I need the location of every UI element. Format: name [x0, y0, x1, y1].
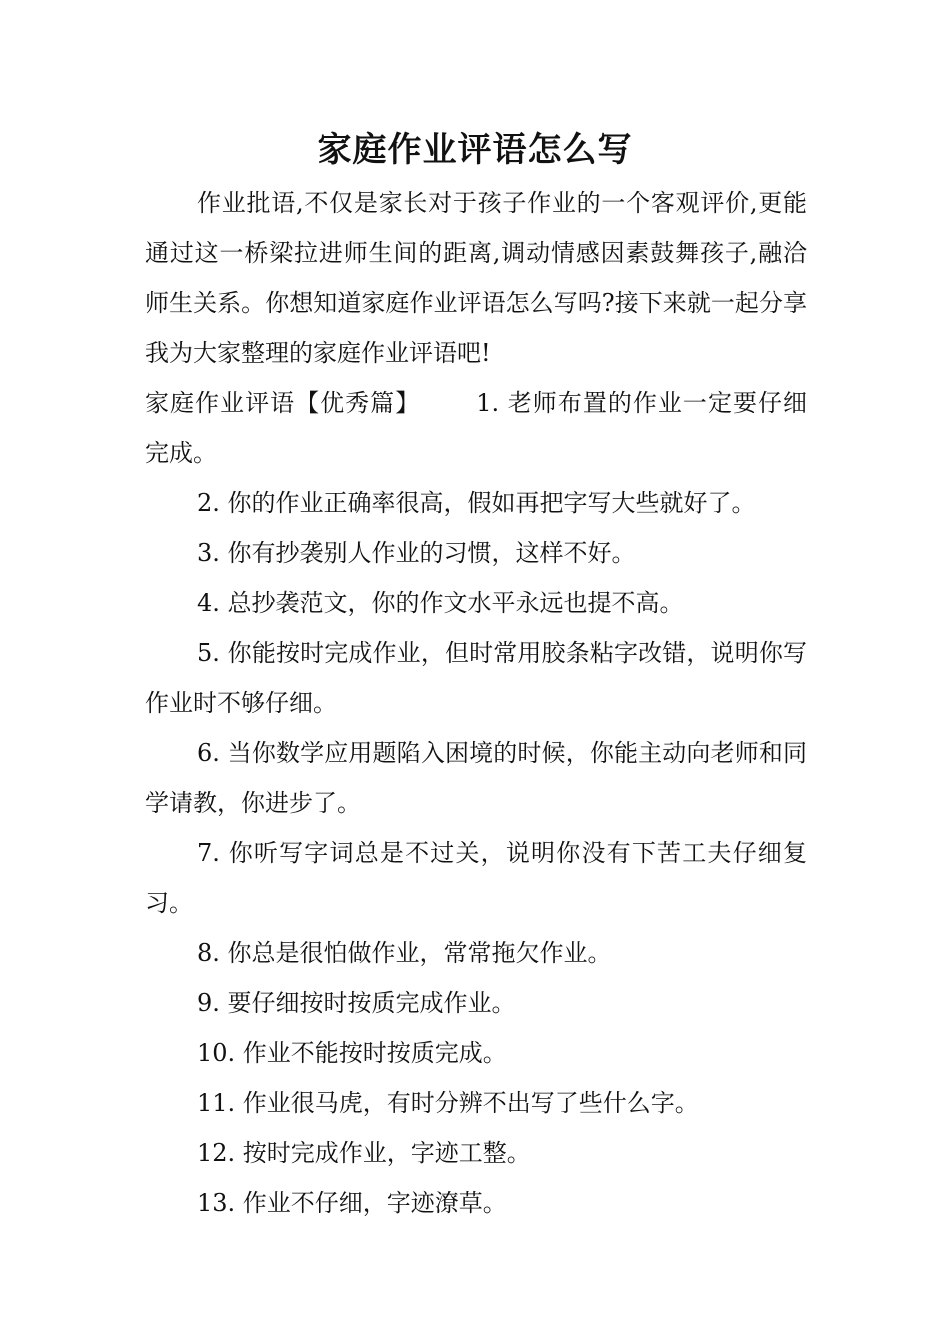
list-item: 6. 当你数学应用题陷入困境的时候，你能主动向老师和同学请教，你进步了。 [145, 739, 807, 817]
list-item-1: 1. 老师布置的作业一定要仔细完成。 [145, 389, 808, 467]
section-heading-paragraph [145, 378, 807, 478]
intro-paragraph: 作业批语,不仅是家长对于孩子作业的一个客观评价,更能通过这一桥梁拉进师生间的距离,调动情感因素鼓舞孩子,融洽师生关系。你想知道家庭作业评语怎么写吗?接下来就一起分享我为大家整理的家庭作业评语吧! [145, 189, 807, 367]
list-item: 12. 按时完成作业，字迹工整。 [197, 1139, 531, 1167]
list-item: 13. 作业不仔细，字迹潦草。 [197, 1189, 507, 1217]
list-item: 5. 你能按时完成作业，但时常用胶条粘字改错，说明你写作业时不够仔细。 [145, 639, 807, 717]
document-body [145, 178, 807, 1228]
list-item: 7. 你听写字词总是不过关，说明你没有下苦工夫仔细复习。 [145, 839, 807, 917]
section-heading: 家庭作业评语【优秀篇】 [145, 389, 421, 417]
list-item: 10. 作业不能按时按质完成。 [197, 1039, 507, 1067]
list-item: 9. 要仔细按时按质完成作业。 [197, 989, 516, 1017]
list-item: 8. 你总是很怕做作业，常常拖欠作业。 [197, 939, 612, 967]
list-item: 4. 总抄袭范文，你的作文水平永远也提不高。 [197, 589, 684, 617]
list-item: 11. 作业很马虎，有时分辨不出写了些什么字。 [197, 1089, 699, 1117]
page-title: 家庭作业评语怎么写 [317, 130, 633, 170]
list-item: 2. 你的作业正确率很高，假如再把字写大些就好了。 [197, 489, 756, 517]
list-item: 3. 你有抄袭别人作业的习惯，这样不好。 [197, 539, 636, 567]
